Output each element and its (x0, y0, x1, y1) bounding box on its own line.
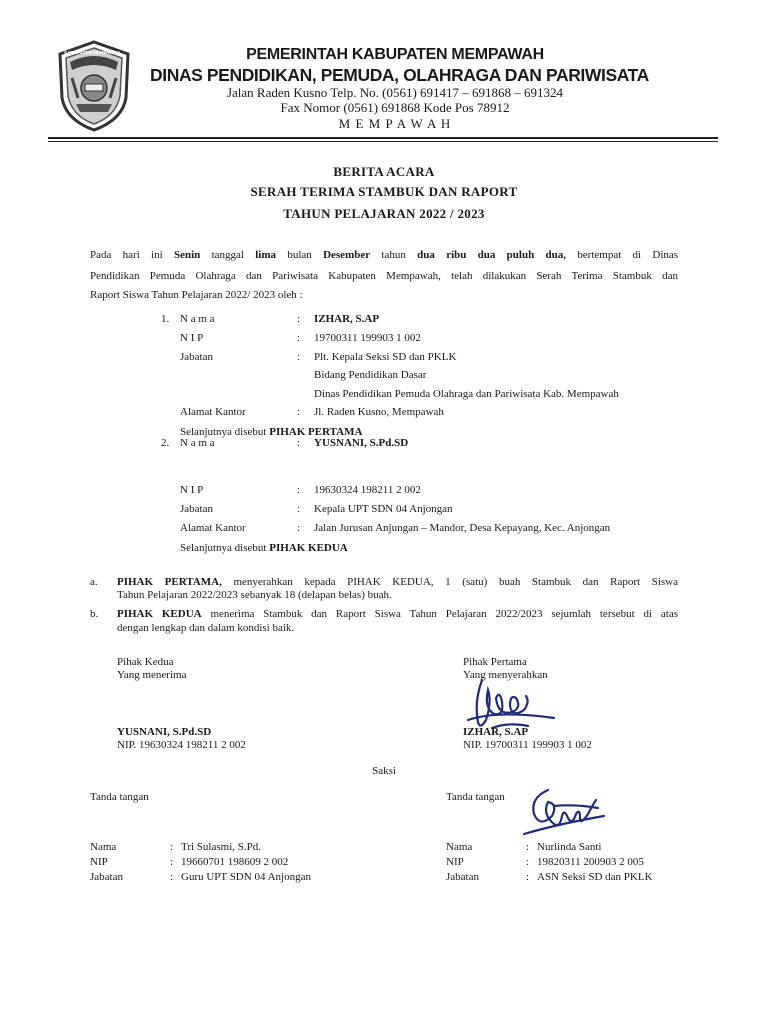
party1-nama-label: N a m a (180, 313, 215, 325)
separator: : (170, 841, 174, 853)
right-sign-nip: NIP. 19700311 199903 1 002 (463, 739, 592, 751)
separator: : (170, 856, 174, 868)
left-sign-nip: NIP. 19630324 198211 2 002 (117, 739, 246, 751)
party2-number-text: 2. (161, 437, 170, 449)
left-sign-name: YUSNANI, S.Pd.SD (117, 726, 212, 738)
witness2-nama: Nurlinda Santi (537, 841, 602, 853)
witness1-jabatan: Guru UPT SDN 04 Anjongan (181, 871, 311, 883)
party2-nama-label: N a m a (180, 437, 215, 449)
letterhead-rule-thick (48, 137, 718, 139)
separator: : (526, 871, 530, 883)
separator: : (297, 503, 301, 515)
separator: : (297, 406, 301, 418)
letterhead-rule-thin (48, 141, 718, 142)
party1-nip: 19700311 199903 1 002 (314, 332, 421, 344)
party2-nip: 19630324 198211 2 002 (314, 484, 421, 496)
designation-label: Selanjutnya disebut (180, 542, 267, 554)
agency-fax: Fax Nomor (0561) 691868 Kode Pos 78912 (280, 100, 510, 115)
agency-name: DINAS PENDIDIKAN, PEMUDA, OLAHRAGA DAN PARIWISATA (150, 65, 649, 85)
left-sign-role: Pihak Kedua (117, 656, 174, 668)
point-a-bold: PIHAK PERTAMA, (117, 576, 222, 588)
party1-jabatan-1: Plt. Kepala Seksi SD dan PKLK (314, 351, 457, 363)
government-name: PEMERINTAH KABUPATEN MEMPAWAH (246, 46, 544, 63)
party2-alamat: Jalan Jurusan Anjungan – Mandor, Desa Kepayang, Kec. Anjongan (314, 522, 611, 534)
party2-jabatan-label: Jabatan (180, 503, 213, 515)
party1-jabatan-3: Dinas Pendidikan Pemuda Olahraga dan Pariwisata Kab. Mempawah (314, 388, 619, 400)
agency-address: Jalan Raden Kusno Telp. No. (0561) 691417 – 691868 – 691324 (226, 85, 564, 100)
title-line-1: BERITA ACARA (333, 164, 435, 179)
right-sign-role: Pihak Pertama (463, 656, 527, 668)
witness1-jabatan-label: Jabatan (90, 871, 123, 883)
witness2-jabatan: ASN Seksi SD dan PKLK (537, 871, 653, 883)
witness2-nip: 19820311 200903 2 005 (537, 856, 644, 868)
separator: : (297, 484, 301, 496)
party2-designation (180, 542, 348, 554)
point-b-label: b. (90, 608, 99, 620)
witness2-jabatan-label: Jabatan (446, 871, 479, 883)
point-b-line-1 (117, 608, 678, 620)
point-b-line-2: dengan lengkap dan dalam kondisi baik. (117, 622, 295, 634)
separator: : (297, 351, 301, 363)
separator: : (526, 841, 530, 853)
party1-jabatan-label: Jabatan (180, 351, 213, 363)
separator: : (526, 856, 530, 868)
witness-title: Saksi (372, 765, 396, 777)
witness2-sign-label: Tanda tangan (446, 791, 505, 803)
party1-jabatan-2: Bidang Pendidikan Dasar (314, 369, 427, 381)
witness1-nama-label: Nama (90, 841, 117, 853)
point-b-bold: PIHAK KEDUA (117, 608, 202, 620)
point-a-line-1 (117, 576, 678, 588)
point-a-label: a. (90, 576, 98, 588)
intro-text: tanggal (211, 249, 244, 261)
party1-nama: IZHAR, S.AP (314, 313, 380, 325)
party2-nip-label: N I P (180, 484, 204, 496)
witness1-nama: Tri Sulasmi, S.Pd. (181, 841, 261, 853)
intro-text: bertempat di Dinas (577, 249, 679, 261)
party2-designation-value: PIHAK KEDUA (269, 542, 348, 554)
agency-city: M E M P A W A H (338, 116, 452, 131)
separator: : (297, 313, 301, 325)
party1-designation-value: PIHAK PERTAMA (269, 426, 363, 438)
party2-nama: YUSNANI, S.Pd.SD (314, 437, 409, 449)
witness1-nip-label: NIP (90, 856, 108, 868)
signature-nurlinda (518, 784, 608, 838)
designation-label: Selanjutnya disebut (180, 426, 267, 438)
point-a-text: menyerahkan kepada PIHAK KEDUA, 1 (satu) buah Stambuk dan Raport Siswa (233, 576, 678, 588)
intro-date: lima (255, 249, 277, 261)
logo-lettering: KABUPATEN MEMPAWAH (64, 50, 120, 55)
separator: : (297, 437, 301, 449)
intro-line-1 (90, 249, 678, 261)
witness2-nama-label: Nama (446, 841, 473, 853)
party1-alamat-label: Alamat Kantor (180, 406, 246, 418)
intro-text: tahun (381, 249, 406, 261)
party1-nip-label: N I P (180, 332, 204, 344)
intro-month: Desember (323, 249, 371, 261)
separator: : (297, 332, 301, 344)
separator: : (297, 522, 301, 534)
party1-alamat: Jl. Raden Kusno, Mempawah (314, 406, 444, 418)
title-line-3: TAHUN PELAJARAN 2022 / 2023 (283, 206, 485, 221)
left-sign-action: Yang menerima (117, 669, 187, 681)
witness1-nip: 19660701 198609 2 002 (181, 856, 289, 868)
intro-line-3: Raport Siswa Tahun Pelajaran 2022/ 2023 oleh : (90, 289, 303, 301)
right-sign-name: IZHAR, S.AP (463, 726, 529, 738)
witness2-nip-label: NIP (446, 856, 464, 868)
party1-number: 1. (161, 313, 170, 325)
intro-line-2: Pendidikan Pemuda Olahraga dan Pariwisata Kabupaten Mempawah, telah dilakukan Serah Terima Stambuk dan (90, 270, 678, 282)
witness1-sign-label: Tanda tangan (90, 791, 149, 803)
point-a-line-2: Tahun Pelajaran 2022/2023 sebanyak 18 (delapan belas) buah. (117, 589, 392, 601)
party2-alamat-label: Alamat Kantor (180, 522, 246, 534)
intro-day: Senin (173, 249, 201, 261)
point-b-text: menerima Stambuk dan Raport Siswa Tahun Pelajaran 2022/2023 sejumlah tersebut di atas (210, 608, 679, 620)
party2-jabatan-1: Kepala UPT SDN 04 Anjongan (314, 503, 453, 515)
intro-text: bulan (287, 249, 312, 261)
title-line-2: SERAH TERIMA STAMBUK DAN RAPORT (250, 184, 518, 199)
separator: : (170, 871, 174, 883)
right-sign-action: Yang menyerahkan (463, 669, 548, 681)
intro-year: dua ribu dua puluh dua, (417, 249, 566, 261)
intro-text: Pada hari ini (90, 249, 163, 261)
